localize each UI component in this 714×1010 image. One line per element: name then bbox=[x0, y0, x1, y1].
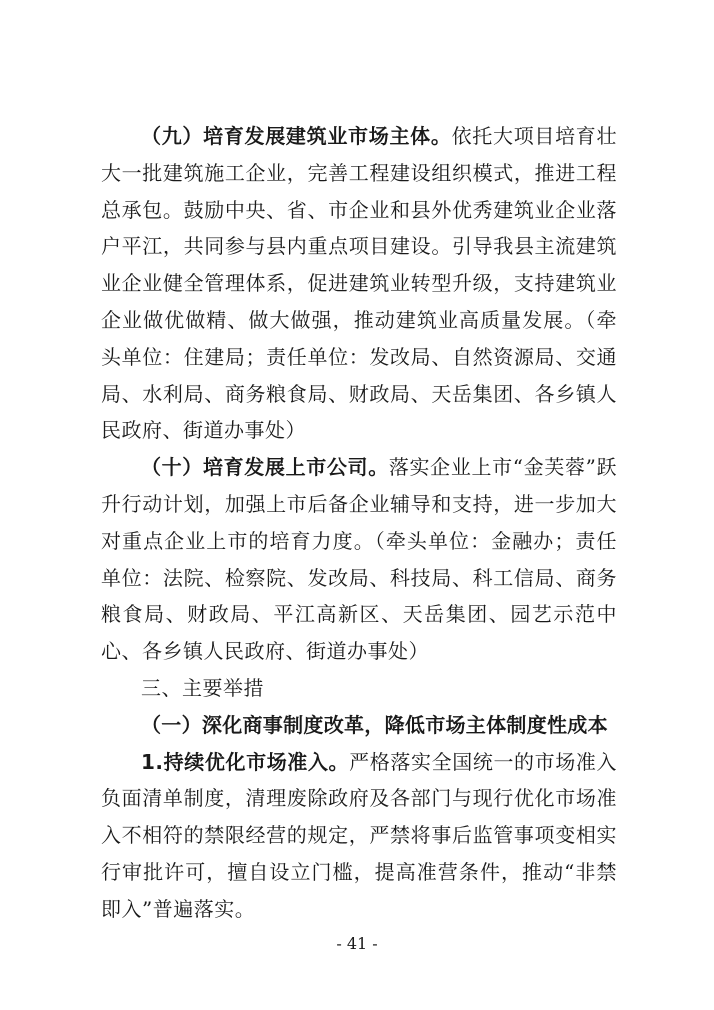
page-number: - 41 - bbox=[336, 934, 378, 953]
paragraph-ten-heading: （十）培育发展上市公司。 bbox=[141, 455, 389, 480]
paragraph-ten-text: 落实企业上市“金芙蓉”跃升行动计划，加强上市后备企业辅导和支持，进一步加大对重点企业上市的培育力度。（牵头单位：金融办；责任单位：法院、检察院、发改局、科技局、科工信局、商务粮食局、财政局、平江高新区、天岳集团、园艺示范中心、各乡镇人民政府、街道办事处） bbox=[101, 455, 618, 664]
subsection-one-title: （一）深化商事制度改革，降低市场主体制度性成本 bbox=[141, 712, 608, 737]
item-one-text: 严格落实全国统一的市场准入负面清单制度，清理废除政府及各部门与现行优化市场准入不相符的禁限经营的规定，严禁将事后监管事项变相实行审批许可，擅自设立门槛，提高准营条件，推动“非禁即入”普遍落实。 bbox=[101, 749, 618, 921]
paragraph-ten bbox=[101, 449, 617, 670]
section-three-title: 三、主要举措 bbox=[141, 675, 264, 700]
paragraph-nine bbox=[101, 118, 617, 449]
item-one-paragraph bbox=[101, 744, 617, 928]
paragraph-nine-heading: （九）培育发展建筑业市场主体。 bbox=[141, 124, 452, 148]
item-one-heading: 1.持续优化市场准入。 bbox=[141, 749, 350, 774]
document-body bbox=[101, 118, 617, 928]
paragraph-nine-text: 依托大项目培育壮大一批建筑施工企业，完善工程建设组织模式，推进工程总承包。鼓励中央、省、市企业和县外优秀建筑业企业落户平江，共同参与县内重点项目建设。引导我县主流建筑业企业健全管理体系，促进建筑业转型升级，支持建筑业企业做优做精、做大做强，推动建筑业高质量发展。（牵头单位：住建局；责任单位：发改局、自然资源局、交通局、水利局、商务粮食局、财政局、天岳集团、各乡镇人民政府、街道办事处） bbox=[101, 124, 618, 443]
